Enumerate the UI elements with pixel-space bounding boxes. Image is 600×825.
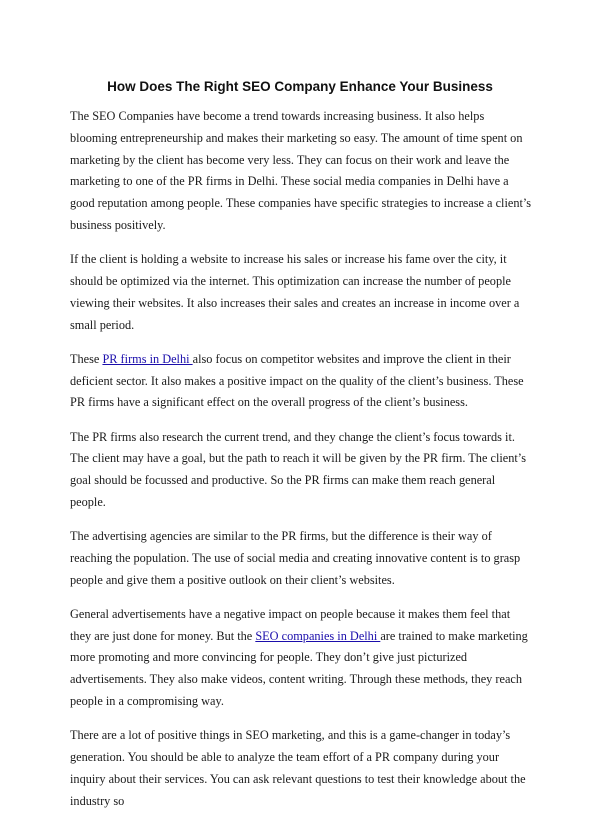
paragraph-6-rest: are trained to make marketing more promoting and more convincing for people. They don’t give just picturized advertisements. They also make videos, content writing. Through these methods, they reach people in a compromising way. bbox=[70, 628, 528, 709]
paragraph-5: The advertising agencies are similar to the PR firms, but the difference is their way of reaching the population. The use of social media and creating innovative content is to grasp people and give them a positive outlook on their client’s websites. bbox=[70, 529, 521, 587]
paragraph-6 bbox=[70, 604, 532, 713]
paragraph-7: There are a lot of positive things in SEO marketing, and this is a game-changer in today’s generation. You should be able to analyze the team effort of a PR company during your inquiry about their services. You can ask relevant questions to test their knowledge about the industry so bbox=[70, 728, 526, 808]
paragraph-4: The PR firms also research the current trend, and they change the client’s focus towards it. The client may have a goal, but the path to reach it will be given by the PR firm. The client’s goal should be focussed and productive. So the PR firms can make them reach general people. bbox=[70, 429, 526, 509]
document-body bbox=[70, 106, 532, 825]
paragraph-3-rest: also focus on competitor websites and improve the client in their deficient sector. It also makes a positive impact on the quality of the client’s business. These PR firms have a significant effect on the overall progress of the client’s business. bbox=[70, 351, 524, 410]
pr-firms-in-delhi-link[interactable]: PR firms in Delhi bbox=[102, 351, 193, 366]
paragraph-6-lead: General advertisements have a negative impact on people because it makes them feel that they are just done for money. But the bbox=[70, 606, 511, 643]
paragraph-3-lead: These bbox=[70, 351, 103, 366]
paragraph-1: The SEO Companies have become a trend towards increasing business. It also helps blooming entrepreneurship and makes their marketing so easy. The amount of time spent on marketing by the client has become very less. They can focus on their work and leave the marketing to one of the PR firms in Delhi. These social media companies in Delhi have a good reputation among people. These companies have specific strategies to increase a client’s business positively. bbox=[70, 109, 532, 232]
document-title: How Does The Right SEO Company Enhance Your Business bbox=[107, 79, 493, 94]
paragraph-3 bbox=[70, 349, 532, 414]
seo-companies-in-delhi-link[interactable]: SEO companies in Delhi bbox=[255, 628, 381, 643]
paragraph-2: If the client is holding a website to increase his sales or increase his fame over the city, it should be optimized via the internet. This optimization can increase the number of people viewing their websites. It also increases their sales and creates an increase in income over a small period. bbox=[70, 252, 520, 332]
